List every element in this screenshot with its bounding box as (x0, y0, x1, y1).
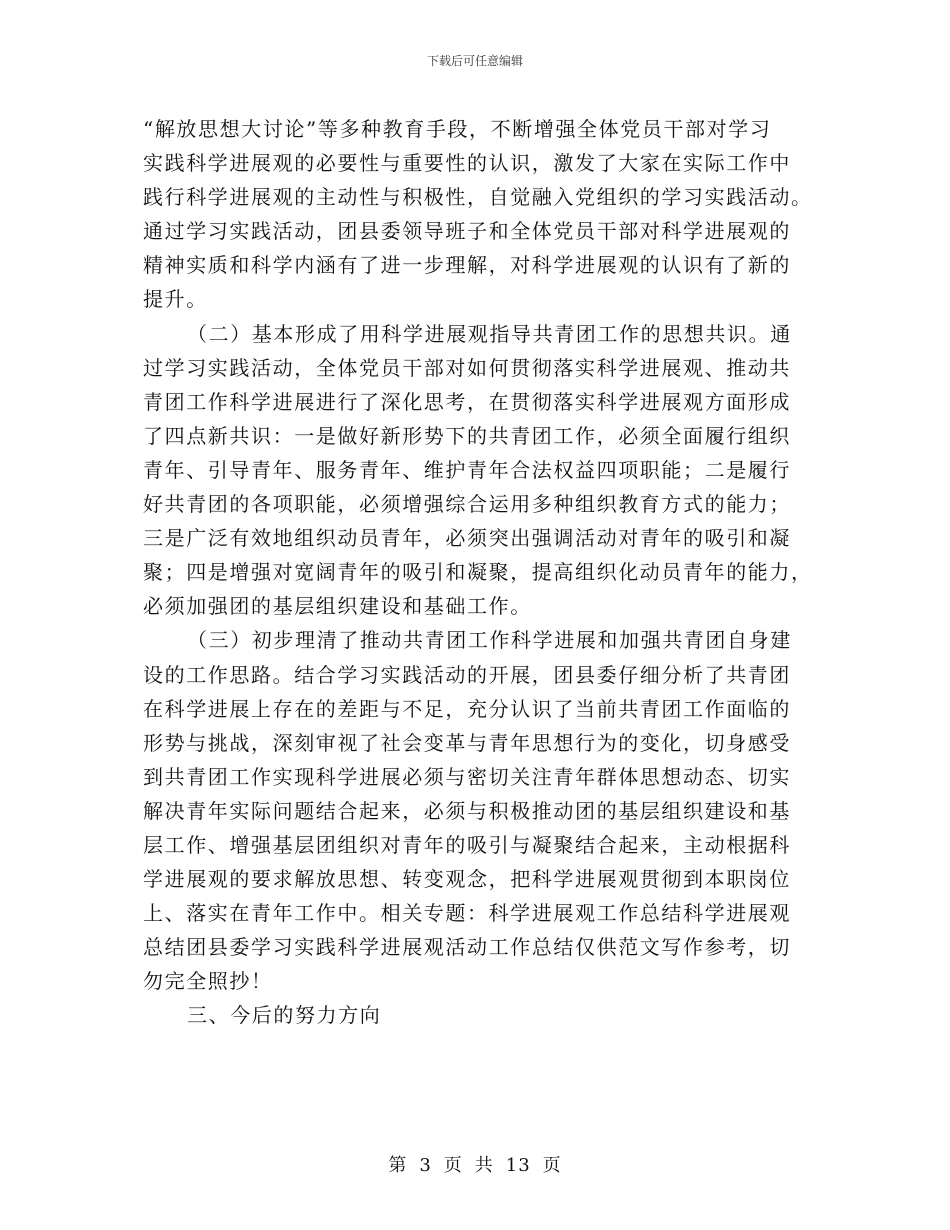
footer-suffix: 页 (542, 1155, 562, 1176)
body-line: “解放思想大讨论”等多种教育手段，不断增强全体党员干部对学习 (143, 117, 772, 141)
body-line: 到共青团工作实现科学进展必须与密切关注青年群体思想动态、切实 (143, 764, 791, 789)
body-line: 三是广泛有效地组织动员青年，必须突出强调活动对青年的吸引和凝 (143, 526, 791, 551)
body-line: 必须加强团的基层组织建设和基础工作。 (143, 594, 532, 619)
footer-total-word: 共 (474, 1155, 494, 1176)
body-line: 青团工作科学进展进行了深化思考，在贯彻落实科学进展观方面形成 (143, 389, 791, 414)
body-line: 设的工作思路。结合学习实践活动的开展，团县委仔细分析了共青团 (143, 662, 791, 687)
total-page-count: 13 (505, 1155, 531, 1176)
body-line: 勿完全照抄！ (143, 969, 273, 994)
section-heading: 三、今后的努力方向 (187, 1003, 382, 1028)
body-line: 在科学进展上存在的差距与不足，充分认识了当前共青团工作面临的 (143, 696, 791, 721)
footer-page-word: 页 (443, 1155, 463, 1176)
body-line: 上、落实在青年工作中。相关专题：科学进展观工作总结科学进展观 (143, 901, 791, 926)
body-line: 层工作、增强基层团组织对青年的吸引与凝聚结合起来，主动根据科 (143, 832, 791, 857)
page-footer (0, 1155, 950, 1177)
body-line: 聚；四是增强对宽阔青年的吸引和凝聚，提高组织化动员青年的能力， (143, 560, 813, 585)
body-line: 了四点新共识：一是做好新形势下的共青团工作，必须全面履行组织 (143, 423, 791, 448)
body-line: 实践科学进展观的必要性与重要性的认识，激发了大家在实际工作中 (143, 151, 791, 176)
body-line: 总结团县委学习实践科学进展观活动工作总结仅供范文写作参考，切 (143, 935, 791, 960)
footer-prefix: 第 (388, 1155, 408, 1176)
body-line: 提升。 (143, 287, 208, 312)
body-line: 过学习实践活动，全体党员干部对如何贯彻落实科学进展观、推动共 (143, 355, 791, 380)
body-line: 通过学习实践活动，团县委领导班子和全体党员干部对科学进展观的 (143, 219, 791, 244)
body-line: 形势与挑战，深刻审视了社会变革与青年思想行为的变化，切身感受 (143, 730, 791, 755)
body-line: 践行科学进展观的主动性与积极性，自觉融入党组织的学习实践活动。 (143, 185, 813, 210)
paragraph-start-line: （三）初步理清了推动共青团工作科学进展和加强共青团自身建 (187, 628, 792, 653)
body-line: 解决青年实际问题结合起来，必须与积极推动团的基层组织建设和基 (143, 798, 791, 823)
current-page-number: 3 (419, 1155, 432, 1176)
body-line: 好共青团的各项职能，必须增强综合运用多种组织教育方式的能力； (143, 492, 791, 517)
page-header: 下载后可任意编辑 (426, 54, 523, 68)
paragraph-start-line: （二）基本形成了用科学进展观指导共青团工作的思想共识。通 (187, 321, 792, 346)
document-body (143, 112, 813, 1033)
body-line: 学进展观的要求解放思想、转变观念，把科学进展观贯彻到本职岗位 (143, 867, 791, 892)
body-line: 精神实质和科学内涵有了进一步理解，对科学进展观的认识有了新的 (143, 253, 791, 278)
body-line: 青年、引导青年、服务青年、维护青年合法权益四项职能；二是履行 (143, 457, 791, 482)
